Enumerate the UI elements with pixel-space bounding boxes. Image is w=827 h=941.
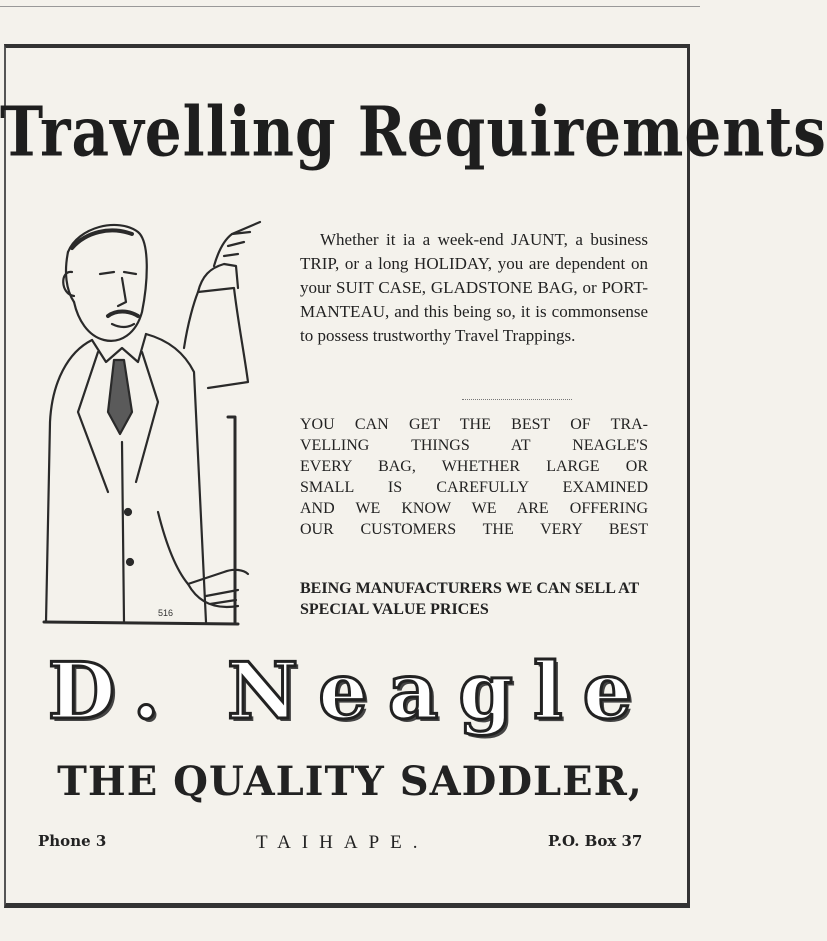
ornament-rule bbox=[462, 399, 572, 401]
intro-paragraph bbox=[300, 228, 648, 348]
caps-line: OUR CUSTOMERS THE VERY BEST bbox=[300, 521, 648, 538]
caps-line: EVERY BAG, WHETHER LARGE OR bbox=[300, 458, 648, 475]
neagles-paragraph bbox=[300, 414, 648, 540]
po-box: P.O. Box 37 bbox=[548, 832, 643, 850]
intro-text: Whether it ia a week-end JAUNT, a business TRIP, or a long HOLIDAY, you are dependent on your SUIT CASE, GLADSTONE BAG, or PORT-MANTEAU, and this being so, it is commonsense to possess trustworthy Travel Trappings. bbox=[300, 230, 648, 345]
phone-number: Phone 3 bbox=[38, 832, 107, 850]
value-prices-paragraph: BEING MANUFACTURERS WE CAN SELL AT SPECIAL VALUE PRICES bbox=[300, 580, 639, 618]
ad-headline: Travelling Requirements bbox=[0, 92, 827, 173]
caps-line: SMALL IS CAREFULLY EXAMINED bbox=[300, 479, 648, 496]
pointing-man-illustration bbox=[38, 212, 270, 630]
tagline: THE QUALITY SADDLER, bbox=[57, 758, 643, 805]
top-rule bbox=[0, 6, 700, 7]
caps-line: AND WE KNOW WE ARE OFFERING bbox=[300, 500, 648, 517]
caps-line: YOU CAN GET THE BEST OF TRA- bbox=[300, 416, 648, 433]
brand-name: D. Neagle bbox=[47, 646, 653, 737]
artist-mark: 516 bbox=[158, 608, 174, 618]
town-name: TAIHAPE. bbox=[256, 832, 429, 853]
caps-line: VELLING THINGS AT NEAGLE'S bbox=[300, 437, 648, 454]
